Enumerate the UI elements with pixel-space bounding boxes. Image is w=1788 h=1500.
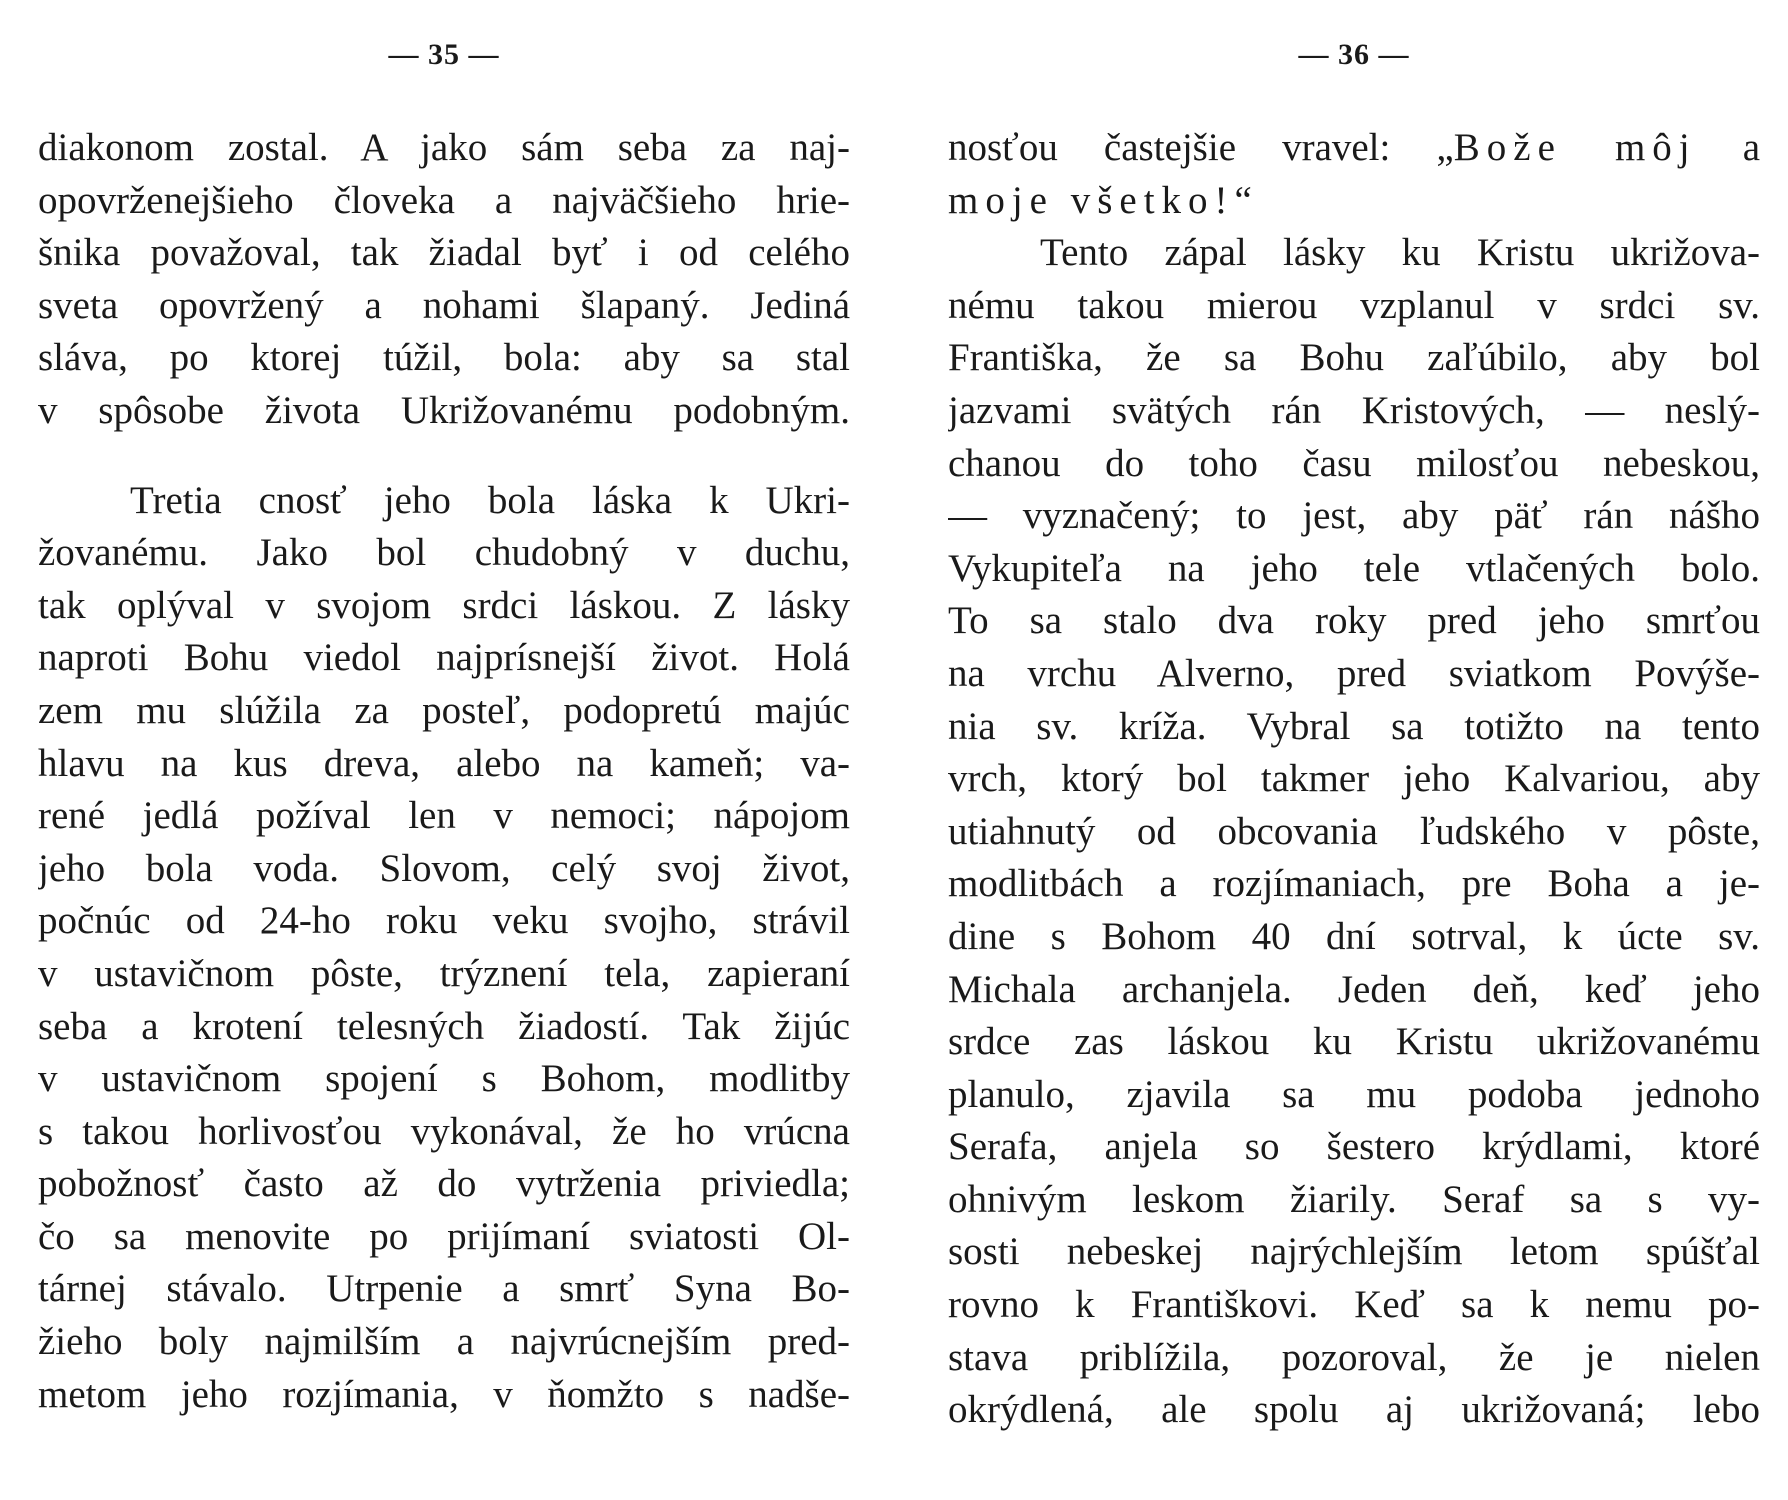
text-fragment: “ — [1234, 178, 1252, 222]
text-line: dine s Bohom 40 dní sotrval, k úcte sv. — [948, 914, 1760, 958]
text-line: v ustavičnom pôste, trýznení tela, zapieraní — [38, 951, 850, 995]
text-fragment: nosťou častejšie vravel: „ — [948, 126, 1454, 169]
text-line: stava priblížila, pozoroval, že je nielen — [948, 1335, 1760, 1379]
text-line: jeho bola voda. Slovom, celý svoj život, — [38, 846, 850, 890]
text-line: tárnej stávalo. Utrpenie a smrť Syna Bo- — [38, 1267, 850, 1311]
text-line: čo sa menovite po prijímaní sviatosti Ol- — [38, 1214, 850, 1258]
page-number-right: — 36 — — [1298, 38, 1410, 71]
text-line: šnika považoval, tak žiadal byť i od celého — [38, 231, 850, 275]
text-line: nému takou mierou vzplanul v srdci sv. — [948, 283, 1760, 327]
text-line: pobožnosť často až do vytrženia priviedla; — [38, 1162, 850, 1206]
text-line: utiahnutý od obcovania ľudského v pôste, — [948, 809, 1760, 853]
left-page-text — [38, 122, 850, 1421]
paragraph-gap — [38, 438, 850, 475]
text-line: naproti Bohu viedol najprísnejší život. Holá — [38, 636, 850, 680]
text-line: Vykupiteľa na jeho tele vtlačených bolo. — [948, 546, 1760, 590]
text-line: Serafa, anjela so šestero krýdlami, ktoré — [948, 1125, 1760, 1169]
spaced-quote: moje všetko! — [948, 178, 1235, 222]
text-fragment: a — [1696, 126, 1760, 169]
left-page — [38, 0, 850, 1500]
right-page-text — [948, 122, 1760, 1437]
text-line: počnúc od 24-ho roku veku svojho, strávil — [38, 899, 850, 943]
text-line: žieho boly najmilším a najvrúcnejším pred- — [38, 1320, 850, 1364]
text-line: vrch, ktorý bol takmer jeho Kalvariou, aby — [948, 757, 1760, 801]
text-line: Františka, že sa Bohu zaľúbilo, aby bol — [948, 336, 1760, 380]
text-line: na vrchu Alverno, pred sviatkom Povýše- — [948, 651, 1760, 695]
text-line: Michala archanjela. Jeden deň, keď jeho — [948, 967, 1760, 1011]
text-line: v spôsobe života Ukrižovanému podobným. — [38, 388, 850, 432]
text-line: diakonom zostal. A jako sám seba za naj- — [38, 126, 850, 169]
text-line: planulo, zjavila sa mu podoba jednoho — [948, 1072, 1760, 1116]
text-line: seba a krotení telesných žiadostí. Tak žijúc — [38, 1004, 850, 1048]
text-line: v ustavičnom spojení s Bohom, modlitby — [38, 1057, 850, 1101]
text-line-quote-start — [948, 122, 1760, 175]
text-line-quote-end — [948, 175, 1760, 228]
text-line: sveta opovržený a nohami šlapaný. Jediná — [38, 283, 850, 327]
spaced-quote: Bože môj — [1453, 126, 1697, 169]
text-line: metom jeho rozjímania, v ňomžto s nadše- — [38, 1372, 850, 1416]
text-line: tak oplýval v svojom srdci láskou. Z lásky — [38, 583, 850, 627]
text-line: opovrženejšieho človeka a najväčšieho hrie- — [38, 178, 850, 222]
text-line: chanou do toho času milosťou nebeskou, — [948, 441, 1760, 485]
text-line: jazvami svätých rán Kristových, — neslý- — [948, 388, 1760, 432]
text-line: Tento zápal lásky ku Kristu ukrižova- — [1040, 231, 1760, 275]
text-line: sosti nebeskej najrýchlejším letom spúšťal — [948, 1230, 1760, 1274]
text-line: zem mu slúžila za posteľ, podopretú majúc — [38, 688, 850, 732]
text-line: rené jedlá požíval len v nemoci; nápojom — [38, 794, 850, 838]
page-number-left: — 35 — — [388, 38, 500, 71]
text-line: hlavu na kus dreva, alebo na kameň; va- — [38, 741, 850, 785]
text-line: Tretia cnosť jeho bola láska k Ukri- — [130, 478, 850, 522]
text-line: nia sv. kríža. Vybral sa totižto na tento — [948, 704, 1760, 748]
text-line: modlitbách a rozjímaniach, pre Boha a je- — [948, 862, 1760, 906]
text-line: To sa stalo dva roky pred jeho smrťou — [948, 599, 1760, 643]
text-line: srdce zas láskou ku Kristu ukrižovanému — [948, 1020, 1760, 1064]
right-page — [948, 0, 1760, 1500]
text-line: — vyznačený; to jest, aby päť rán nášho — [948, 494, 1760, 538]
text-line: okrýdlená, ale spolu aj ukrižovaná; lebo — [948, 1388, 1760, 1432]
text-line: ohnivým leskom žiarily. Seraf sa s vy- — [948, 1177, 1760, 1221]
text-line: žovanému. Jako bol chudobný v duchu, — [38, 531, 850, 575]
text-line: rovno k Františkovi. Keď sa k nemu po- — [948, 1283, 1760, 1327]
text-line: sláva, po ktorej túžil, bola: aby sa stal — [38, 336, 850, 380]
text-line: s takou horlivosťou vykonával, že ho vrúcna — [38, 1109, 850, 1153]
